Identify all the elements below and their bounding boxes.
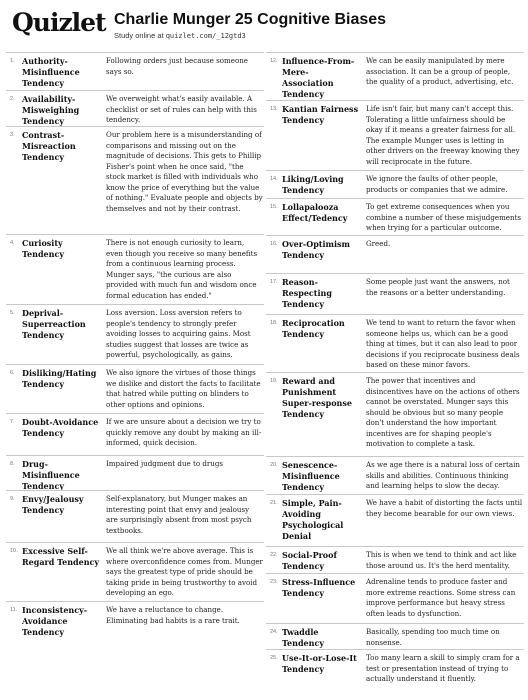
term-name: Envy/Jealousy Tendency — [22, 494, 84, 515]
term-definition: Too many learn a skill to simply cram for a test or presentation instead of trying to actually understand it fluently. — [366, 653, 520, 683]
term-name: Senescence-Misinfluence Tendency — [282, 460, 340, 492]
study-online-url: quizlet.com/_12gtd3 — [165, 32, 246, 40]
term-name: Over-Optimism Tendency — [282, 239, 351, 260]
term-name: Authority-Misinfluence Tendency — [22, 56, 80, 88]
term-definition: Adrenaline tends to produce faster and more extreme reactions. Some stress can improve performance but heavy stress often leads to dysfunction. — [366, 577, 516, 618]
term-row — [266, 649, 524, 695]
term-name: Liking/Loving Tendency — [282, 174, 344, 195]
term-row — [266, 198, 524, 235]
term-name: Curiosity Tendency — [22, 238, 64, 259]
term-row — [266, 456, 524, 494]
term-definition: We have a habit of distorting the facts until they become bearable for our own views. — [366, 498, 523, 518]
term-number: 9. — [10, 496, 15, 502]
term-definition: Impaired judgment due to drugs — [106, 459, 224, 468]
term-name: Simple, Pain-Avoiding Psychological Denial — [282, 498, 344, 541]
term-name: Contrast-Misreaction Tendency — [22, 130, 76, 162]
term-name: Twaddle Tendency — [282, 627, 324, 648]
term-name: Kantian Fairness Tendency — [282, 104, 359, 125]
term-definition: Our problem here is a misunderstanding of comparisons and missing out on the magnitude of decisions. This gets to Phillip Fisher's point when he once said, "the stock market is filled with individuals who know the price of everything but the value of nothing." Evaluate people and objects by themselves and not by their contrast. — [106, 130, 263, 213]
term-row — [6, 52, 264, 90]
term-definition: Basically, spending too much time on nonsense. — [366, 627, 500, 647]
term-number: 1. — [10, 58, 15, 64]
term-number: 13. — [270, 106, 278, 112]
term-number: 16. — [270, 241, 278, 247]
term-row — [6, 234, 264, 304]
term-number: 18. — [270, 320, 278, 326]
term-row — [266, 314, 524, 372]
term-row — [266, 494, 524, 546]
term-number: 22. — [270, 552, 278, 558]
term-number: 2. — [10, 96, 15, 102]
term-definition: Some people just want the answers, not the reasons or a better understanding. — [366, 277, 510, 297]
term-name: Disliking/Hating Tendency — [22, 368, 97, 389]
term-number: 10. — [10, 548, 18, 554]
term-definition: There is not enough curiosity to learn, even though you receive so many benefits from a continuous learning process. Munger says, "the curious are also provided with much fun and wisdom once formal education has ended." — [106, 238, 258, 300]
term-row — [266, 273, 524, 314]
quizlet-logo: Quizlet — [12, 8, 106, 37]
term-name: Use-It-or-Lose-It Tendency — [282, 653, 357, 674]
term-definition: To get extreme consequences when you combine a number of these misjudgements when trying for a particular outcome. — [366, 202, 522, 232]
term-number: 7. — [10, 419, 15, 425]
term-row — [6, 542, 264, 601]
term-number: 19. — [270, 378, 278, 384]
term-number: 5. — [10, 310, 15, 316]
term-definition: We can be easily manipulated by mere association. It can be a group of people, the quality of a product, advertising, etc. — [366, 56, 514, 86]
term-definition: If we are unsure about a decision we try to quickly remove any doubt by making an ill-informed, quick decision. — [106, 417, 262, 447]
term-number: 17. — [270, 279, 278, 285]
term-row — [266, 546, 524, 573]
term-name: Social-Proof Tendency — [282, 550, 337, 571]
term-row — [6, 90, 264, 126]
term-row — [6, 304, 264, 364]
term-definition: As we age there is a natural loss of certain skills and abilities. Continuous thinking and learning helps to slow the decay. — [366, 460, 520, 490]
term-definition: We tend to want to return the favor when someone helps us, which can be a good thing at times, but it can also lead to poor decisions if you reciprocate business deals based on these minor favors. — [366, 318, 520, 369]
left-column — [6, 52, 264, 696]
term-definition: Loss aversion. Loss aversion refers to people's tendency to strongly prefer avoiding losses to acquiring gains. Most studies suggest that losses are twice as powerful, psychologically, as gains. — [106, 308, 251, 359]
term-row — [6, 455, 264, 490]
term-name: Influence-From-Mere-Association Tendency — [282, 56, 355, 99]
term-definition: We overweight what's easily available. A checklist or set of rules can help with this tendency. — [106, 94, 257, 124]
term-number: 12. — [270, 58, 278, 64]
term-row — [6, 601, 264, 641]
term-number: 21. — [270, 500, 278, 506]
term-row — [266, 372, 524, 456]
term-row — [266, 52, 524, 100]
term-row — [266, 100, 524, 170]
page-header — [0, 0, 528, 50]
term-definition: Life isn't fair, but many can't accept this. Tolerating a little unfairness should be okay if it means a greater fairness for all. The example Munger uses is letting in other drivers on the freeway knowing they will reciprocate in the future. — [366, 104, 520, 166]
term-name: Lollapalooza Effect/Tedency — [282, 202, 348, 223]
term-name: Stress-Influence Tendency — [282, 577, 356, 598]
term-definition: We all think we're above average. This is where overconfidence comes from. Munger says the greatest type of pride should be taking pride in being trustworthy to avoid developing an ego. — [106, 546, 263, 597]
term-name: Excessive Self-Regard Tendency — [22, 546, 100, 567]
term-row — [6, 364, 264, 413]
term-number: 6. — [10, 370, 15, 376]
term-number: 3. — [10, 132, 15, 138]
term-definition: The power that incentives and disincentives have on the actions of others cannot be overstated. Munger says this should be obvious but so many people don't understand the how important incentives are for shaping people's motivation to complete a task. — [366, 376, 520, 448]
term-number: 4. — [10, 240, 15, 246]
term-number: 15. — [270, 204, 278, 210]
term-definition: This is when we tend to think and act like those around us. It's the herd mentality. — [366, 550, 517, 570]
term-name: Reward and Punishment Super-response Tendency — [282, 376, 352, 419]
term-row — [266, 235, 524, 273]
term-row — [6, 490, 264, 542]
term-definition: We also ignore the virtues of those things we dislike and distort the facts to facilitate that hatred while putting on blinders to other options and opinions. — [106, 368, 261, 409]
term-number: 14. — [270, 176, 278, 182]
term-number: 23. — [270, 579, 278, 585]
term-definition: Following orders just because someone says so. — [106, 56, 248, 76]
term-name: Reason-Respecting Tendency — [282, 277, 332, 309]
study-online-line — [114, 31, 246, 40]
term-number: 11. — [10, 607, 18, 613]
term-row — [266, 623, 524, 649]
term-definition: Greed. — [366, 239, 391, 248]
term-name: Drug-Misinfluence Tendency — [22, 459, 80, 491]
term-number: 8. — [10, 461, 15, 467]
term-definition: We ignore the faults of other people, products or companies that we admire. — [366, 174, 508, 194]
term-number: 25. — [270, 655, 278, 661]
term-name: Doubt-Avoidance Tendency — [22, 417, 99, 438]
term-name: Inconsistency-Avoidance Tendency — [22, 605, 88, 637]
term-number: 24. — [270, 629, 278, 635]
term-name: Reciprocation Tendency — [282, 318, 345, 339]
term-definition: We have a reluctance to change. Eliminating bad habits is a rare trait. — [106, 605, 240, 625]
term-row — [6, 413, 264, 455]
term-row — [266, 573, 524, 623]
term-number: 20. — [270, 462, 278, 468]
term-name: Availability-Misweighing Tendency — [22, 94, 80, 126]
term-definition: Self-explanatory, but Munger makes an interesting point that envy and jealousy are surprisingly absent from most psych textbooks. — [106, 494, 252, 535]
term-name: Deprival-Superreaction Tendency — [22, 308, 86, 340]
study-online-label: Study online at — [114, 31, 166, 40]
term-row — [6, 126, 264, 234]
right-column — [266, 52, 524, 696]
page-title: Charlie Munger 25 Cognitive Biases — [114, 11, 387, 28]
term-row — [266, 170, 524, 198]
